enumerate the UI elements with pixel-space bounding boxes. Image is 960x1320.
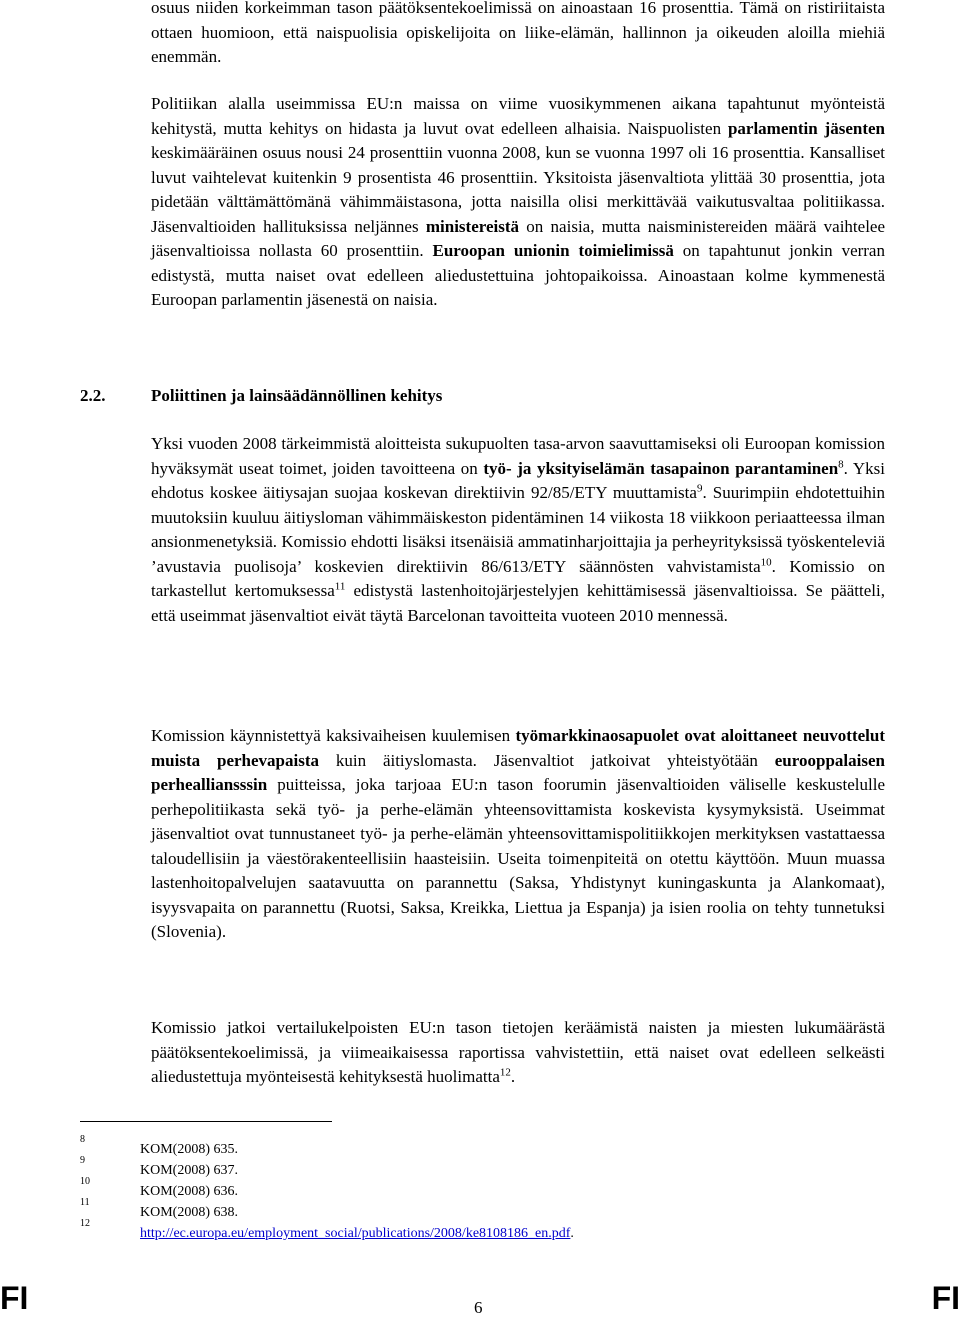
footnote-link[interactable]: http://ec.europa.eu/employment_social/publications/2008/ke8108186_en.pdf bbox=[140, 1226, 571, 1241]
footnote-ref[interactable]: 12 bbox=[499, 1066, 511, 1079]
section-number: 2.2. bbox=[80, 386, 106, 405]
paragraph-politics: Politiikan alalla useimmissa EU:n maissa on viime vuosikymmenen aikana tapahtunut myönteistä kehitystä, mutta kehitys on hidasta ja luvut ovat edelleen alhaisia. Naispuolisten parlamentin jäsenten keskimääräinen osuus nousi 24 prosenttiin vuonna 2008, kun se vuonna 1997 oli 16 prosenttia. Kansalliset luvut vaihtelevat kuitenkin 9 prosentista 46 prosenttiin. Yksitoista jäsenvaltiota ylittää 30 prosenttia, jota pidetään välttämättömänä vähimmäistasona, jotta naisilla olisi merkittävää vaikutusvaltaa politiikassa. Jäsenvaltioiden hallituksissa neljännes ministereistä on naisia, mutta naisministereiden määrä vaihtelee jäsenvaltioissa nollasta 60 prosenttiin. Euroopan unionin toimielimissä on tapahtunut jonkin verran edistystä, mutta naiset ovat edelleen aliedustettuina johtopaikoissa. Ainoastaan kolme kymmenestä Euroopan parlamentin jäsenestä on naisia. bbox=[151, 94, 886, 309]
bold-phrase: parlamentin jäsenten bbox=[727, 118, 885, 138]
footnote-number: 8 bbox=[80, 1134, 85, 1145]
section-title: Poliittinen ja lainsäädännöllinen kehitys bbox=[151, 386, 443, 405]
footnote-separator bbox=[80, 1121, 332, 1122]
paragraph-intro-s2: Tämä on ristiriitaista ottaen huomioon, että naispuolisia opiskelijoita on liike-elämän, hallinnon ja oikeuden aloilla miehiä enemmän. bbox=[151, 0, 885, 66]
footnote-number: 9 bbox=[80, 1155, 85, 1166]
footer-language-right: FI bbox=[931, 1280, 960, 1316]
footnote-text: KOM(2008) 638. bbox=[140, 1205, 238, 1220]
bold-phrase: työ- ja yksityiselämän tasapainon parantaminen bbox=[483, 458, 839, 478]
bold-phrase: työmarkkinaosapuolet ovat aloittaneet neuvottelut muista perhevapaista bbox=[151, 726, 885, 770]
bold-phrase: Euroopan unionin toimielimissä bbox=[432, 241, 674, 260]
footnote-text: KOM(2008) 635. bbox=[140, 1142, 238, 1157]
page-number: 6 bbox=[474, 1298, 483, 1317]
footnote-text: http://ec.europa.eu/employment_social/publications/2008/ke8108186_en.pdf. bbox=[140, 1226, 574, 1241]
section-heading bbox=[80, 386, 442, 406]
footnote-number: 10 bbox=[80, 1176, 90, 1187]
paragraph-data-collection: Komissio jatkoi vertailukelpoisten EU:n tason tietojen keräämistä naisten ja miesten lukumäärästä päätöksentekoelimissä, ja viimeaikaisessa raportissa vahvistettiin, että naiset ovat edelleen selkeästi aliedustettuja myönteisestä kehityksestä huolimatta$^{12}$. bbox=[151, 1018, 885, 1086]
footer-language-left: FI bbox=[0, 1280, 29, 1316]
footnote-ref[interactable]: 11 bbox=[334, 580, 346, 593]
paragraph-intro-s1: osuus niiden korkeimman tason päätöksentekoelimissä on ainoastaan 16 prosenttia. bbox=[151, 0, 734, 17]
footnote-text: KOM(2008) 637. bbox=[140, 1163, 238, 1178]
paragraph-intro bbox=[151, 0, 885, 70]
footnote-number: 12 bbox=[80, 1218, 90, 1229]
footnote-ref[interactable]: 9 bbox=[696, 482, 703, 495]
bold-phrase: eurooppalaisen perhealliansssin bbox=[151, 750, 885, 794]
paragraph-initiatives: Yksi vuoden 2008 tärkeimmistä aloitteista sukupuolten tasa-arvon saavuttamiseksi oli Euroopan komission hyväksymät useat toimet, joiden tavoitteena on työ- ja yksityiselämän tasapainon parantaminen$^8$. Yksi ehdotus koskee äitiysajan suojaa koskevan direktiivin 92/85/ETY muuttamista$^9$. Suurimpiin ehdotettuihin muutoksiin kuuluu äitiysloman vähimmäiskeston pidentäminen 14 viikosta 18 viikkoon periaatteessa ilman ansionmenetyksiä. Komissio ehdotti lisäksi itsenäisiä ammatinharjoittajia ja perheyrityksissä työskenteleviä ’avustavia puolisoja’ koskevien direktiivin 86/613/ETY säännösten vahvistamista$^{10}$. Komissio on tarkastellut kertomuksessa$^{11}$ edistystä lastenhoitojärjestelyjen kehittämisessä jäsenvaltioissa. Se päätteli, että useimmat jäsenvaltiot eivät täytä Barcelonan tavoitteita vuoteen 2010 mennessä. bbox=[151, 434, 885, 625]
footnote-ref[interactable]: 8 bbox=[838, 457, 844, 470]
footnote-ref[interactable]: 10 bbox=[760, 555, 772, 568]
footnote-text: KOM(2008) 636. bbox=[140, 1184, 238, 1199]
paragraph-social-partners: Komission käynnistettyä kaksivaiheisen kuulemisen työmarkkinaosapuolet ovat aloittaneet neuvottelut muista perhevapaista kuin äitiyslomasta. Jäsenvaltiot jatkoivat yhteistyötään eurooppalaisen perhealliansssin puitteissa, joka tarjoaa EU:n tason foorumin jäsenvaltioiden väliselle keskustelulle perhepolitiikasta sekä työ- ja perhe-elämän yhteensovittamista koskevista kysymyksistä. Useimmat jäsenvaltiot ovat tunnustaneet työ- ja perhe-elämän yhteensovittamispolitiikkojen merkityksen vastattaessa taloudellisiin ja väestörakenteellisiin haasteisiin. Useita toimenpiteitä on otettu käyttöön. Muun muassa lastenhoitopalvelujen saatavuutta on parannettu (Saksa, Yhdistynyt kuningaskunta ja Alankomaat), isyysvapaita on parannettu (Ruotsi, Saksa, Kreikka, Liettua ja Espanja) ja isien roolia on tehty tunnetuksi (Slovenia). bbox=[151, 726, 885, 941]
bold-phrase: ministereistä bbox=[425, 216, 520, 236]
footnote-number: 11 bbox=[80, 1197, 90, 1208]
